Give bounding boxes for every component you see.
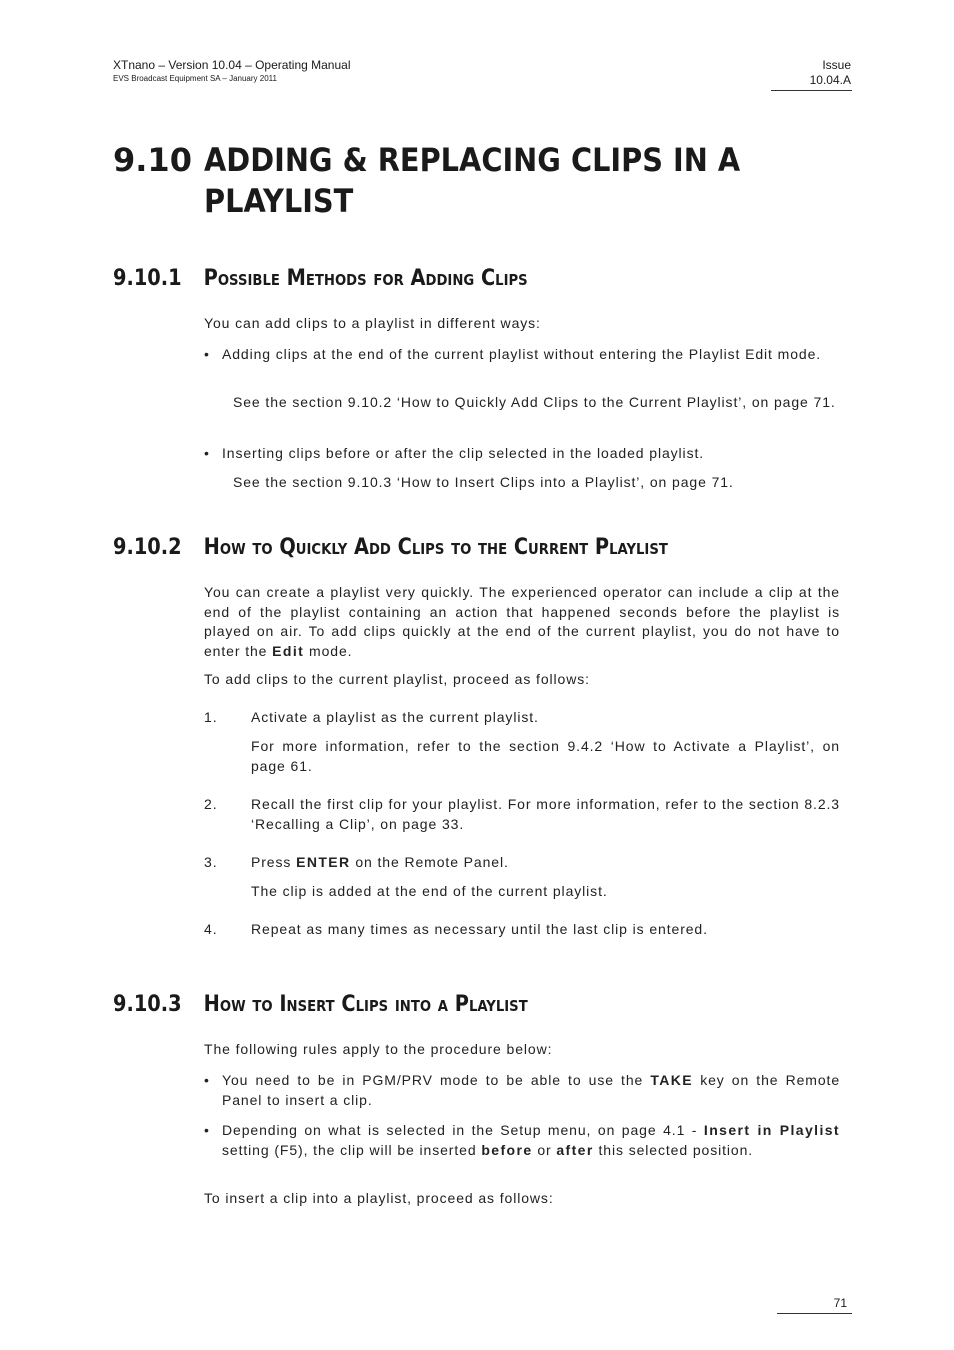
step-number: 3. [204, 854, 218, 870]
s1-bullet-1: Adding clips at the end of the current playlist without entering the Playlist Edit mode. [222, 346, 822, 362]
section-heading-9-10-3 [113, 992, 528, 1018]
section-heading-9-10-1 [113, 266, 528, 292]
chapter-number: 9.10 [113, 141, 192, 179]
s1-bullet-2-ref: See the section 9.10.3 ‘How to Insert Clips into a Playlist’, on page 71. [233, 474, 734, 490]
bullet-marker: • [204, 1072, 209, 1088]
s1-intro: You can add clips to a playlist in different ways: [204, 315, 541, 331]
s1-bullet-2: Inserting clips before or after the clip selected in the loaded playlist. [222, 445, 705, 461]
step-number: 2. [204, 796, 218, 812]
section-title: How to Insert Clips into a Playlist [203, 992, 528, 1017]
section-number: 9.10.3 [113, 992, 182, 1017]
section-title: Possible Methods for Adding Clips [203, 266, 528, 291]
edit-keyword: Edit [272, 642, 305, 659]
header-rule [771, 90, 852, 91]
bullet-marker: • [204, 445, 209, 461]
page-number: 71 [833, 1296, 847, 1310]
after-keyword: after [556, 1141, 594, 1158]
section-heading-9-10-2 [113, 535, 668, 561]
chapter-title: ADDING & REPLACING CLIPS IN A PLAYLIST [204, 141, 741, 220]
issue-number: 10.04.A [809, 73, 851, 87]
s2-paragraph-1: You can create a playlist very quickly. The experienced operator can include a clip at the end of the playlist containing an action that happened seconds before the playlist is played on air. To add clips quickly at the end of the current playlist, you do not have to enter the Edit mode. [204, 584, 840, 659]
document-title: XTnano – Version 10.04 – Operating Manual [113, 58, 351, 72]
step-1-note: For more information, refer to the section 9.4.2 ‘How to Activate a Playlist’, on page 61. [251, 738, 840, 774]
s3-intro: The following rules apply to the procedure below: [204, 1041, 553, 1057]
s2-paragraph-2: To add clips to the current playlist, proceed as follows: [204, 671, 590, 687]
step-3: Press ENTER on the Remote Panel. [251, 854, 509, 870]
s3-bullet-1: You need to be in PGM/PRV mode to be able to use the TAKE key on the Remote Panel to insert a clip. [222, 1072, 841, 1108]
footer-rule [777, 1313, 852, 1314]
issue-block [771, 58, 851, 88]
step-2: Recall the first clip for your playlist. For more information, refer to the section 8.2.3 ‘Recalling a Clip’, on page 33. [251, 796, 840, 832]
step-3-note: The clip is added at the end of the current playlist. [251, 883, 608, 899]
section-number: 9.10.2 [113, 535, 182, 560]
step-1: Activate a playlist as the current playlist. [251, 709, 539, 725]
take-keyword: TAKE [650, 1072, 694, 1088]
insert-in-playlist-keyword: Insert in Playlist [703, 1122, 840, 1138]
step-number: 1. [204, 709, 218, 725]
s3-bullet-2: Depending on what is selected in the Setup menu, on page 4.1 - Insert in Playlist setting (F5), the clip will be inserted before or after this selected position. [222, 1122, 840, 1158]
step-number: 4. [204, 921, 218, 937]
issue-label: Issue [822, 58, 851, 72]
bullet-marker: • [204, 346, 209, 362]
s1-bullet-1-ref: See the section 9.10.2 ‘How to Quickly Add Clips to the Current Playlist’, on page 71. [233, 394, 836, 410]
enter-keyword: ENTER [296, 854, 351, 870]
step-4: Repeat as many times as necessary until the last clip is entered. [251, 921, 708, 937]
chapter-heading [113, 140, 804, 222]
section-title: How to Quickly Add Clips to the Current Playlist [203, 535, 668, 560]
bullet-marker: • [204, 1122, 209, 1138]
page-header [113, 58, 351, 84]
section-number: 9.10.1 [113, 266, 182, 291]
publisher-line: EVS Broadcast Equipment SA – January 2011 [113, 74, 277, 83]
s3-outro: To insert a clip into a playlist, proceed as follows: [204, 1190, 554, 1206]
before-keyword: before [481, 1141, 533, 1158]
